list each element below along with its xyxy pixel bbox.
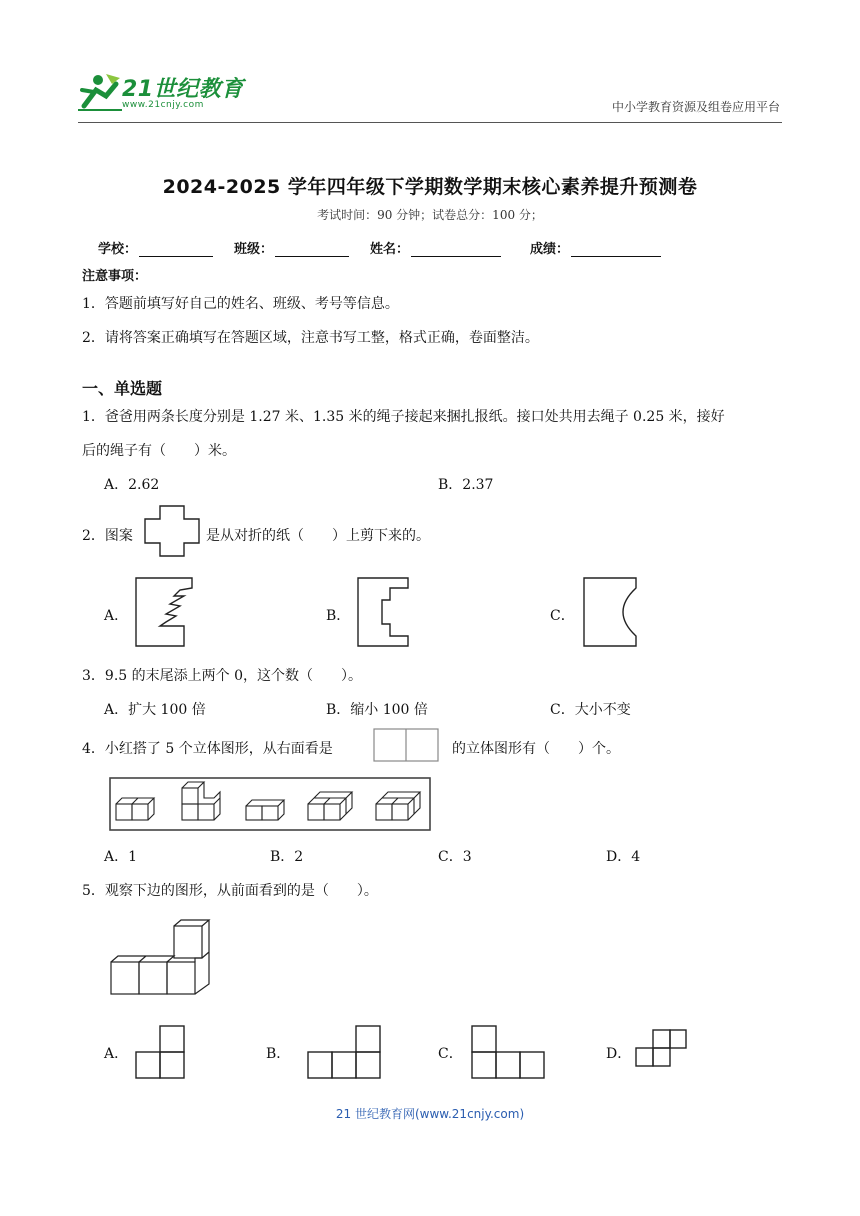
q5-option-c-figure[interactable]	[470, 1022, 548, 1080]
exam-subtitle: 考试时间：90 分钟；试卷总分：100 分；	[317, 208, 543, 222]
q3-option-b[interactable]: B．缩小 100 倍	[326, 702, 428, 718]
q5-option-d-figure[interactable]	[634, 1028, 688, 1070]
q2-option-b-figure[interactable]	[354, 574, 412, 650]
name-field[interactable]	[370, 238, 501, 257]
question-1-line-1: 1．爸爸用两条长度分别是 1.27 米、1.35 米的绳子接起来捆扎报纸。接口处共用去绳子 0.25 米，接好	[82, 409, 725, 425]
q2-option-b[interactable]: B．	[326, 608, 351, 624]
q5-option-c[interactable]: C．	[438, 1046, 463, 1062]
right-view-figure	[372, 727, 440, 763]
exam-title: 2024-2025 学年四年级下学期数学期末核心素养提升预测卷	[162, 176, 698, 198]
q5-option-b-figure[interactable]	[306, 1024, 384, 1080]
score-label: 成绩：	[530, 242, 570, 257]
question-1-line-2: 后的绳子有（ ）米。	[82, 443, 236, 459]
q5-option-a[interactable]: A．	[104, 1046, 129, 1062]
q4-option-b[interactable]: B．2	[270, 849, 304, 865]
question-4-prefix: 4．小红搭了 5 个立体图形，从右面看是	[82, 741, 333, 757]
question-3: 3．9.5 的末尾添上两个 0，这个数（ ）。	[82, 668, 362, 684]
notes-heading: 注意事项：	[82, 269, 148, 284]
section-heading: 一、单选题	[82, 379, 163, 398]
footer-link[interactable]: 21 世纪教育网(www.21cnjy.com)	[335, 1107, 525, 1121]
q2-option-a-figure[interactable]	[132, 574, 196, 650]
stacked-cubes-figure	[108, 918, 218, 998]
q2-option-c[interactable]: C．	[550, 608, 575, 624]
question-2-suffix: 是从对折的纸（ ）上剪下来的。	[206, 528, 430, 544]
q3-option-a[interactable]: A．扩大 100 倍	[104, 702, 206, 718]
platform-label: 中小学教育资源及组卷应用平台	[611, 100, 780, 114]
q2-option-c-figure[interactable]	[580, 574, 640, 650]
question-2-prefix: 2．图案	[82, 528, 133, 544]
cross-pattern-figure	[142, 503, 202, 559]
note-item: 2．请将答案正确填写在答题区域，注意书写工整，格式正确，卷面整洁。	[82, 330, 539, 346]
class-label: 班级：	[234, 242, 274, 257]
q4-option-c[interactable]: C．3	[438, 849, 472, 865]
q4-option-a[interactable]: A．1	[104, 849, 138, 865]
q4-option-d[interactable]: D．4	[606, 849, 641, 865]
q5-option-b[interactable]: B．	[266, 1046, 291, 1062]
note-item: 1．答题前填写好自己的姓名、班级、考号等信息。	[82, 296, 399, 312]
q3-option-c[interactable]: C．大小不变	[550, 702, 631, 718]
class-field[interactable]	[234, 238, 349, 257]
q5-option-d[interactable]: D．	[606, 1046, 632, 1062]
q1-option-b[interactable]: B．2.37	[438, 477, 494, 493]
question-4-suffix: 的立体图形有（ ）个。	[452, 741, 620, 757]
five-solids-figure	[108, 776, 432, 832]
school-label: 学校：	[98, 242, 138, 257]
logo-text: 21世纪教育	[122, 77, 244, 102]
q1-option-a[interactable]: A．2.62	[104, 477, 160, 493]
school-field[interactable]	[98, 238, 213, 257]
header-divider	[78, 122, 782, 123]
name-label: 姓名：	[370, 242, 410, 257]
score-field[interactable]	[530, 238, 661, 257]
q5-option-a-figure[interactable]	[134, 1022, 186, 1080]
logo-url: www.21cnjy.com	[122, 100, 204, 110]
question-5: 5．观察下边的图形，从前面看到的是（ ）。	[82, 883, 378, 899]
q2-option-a[interactable]: A．	[104, 608, 129, 624]
